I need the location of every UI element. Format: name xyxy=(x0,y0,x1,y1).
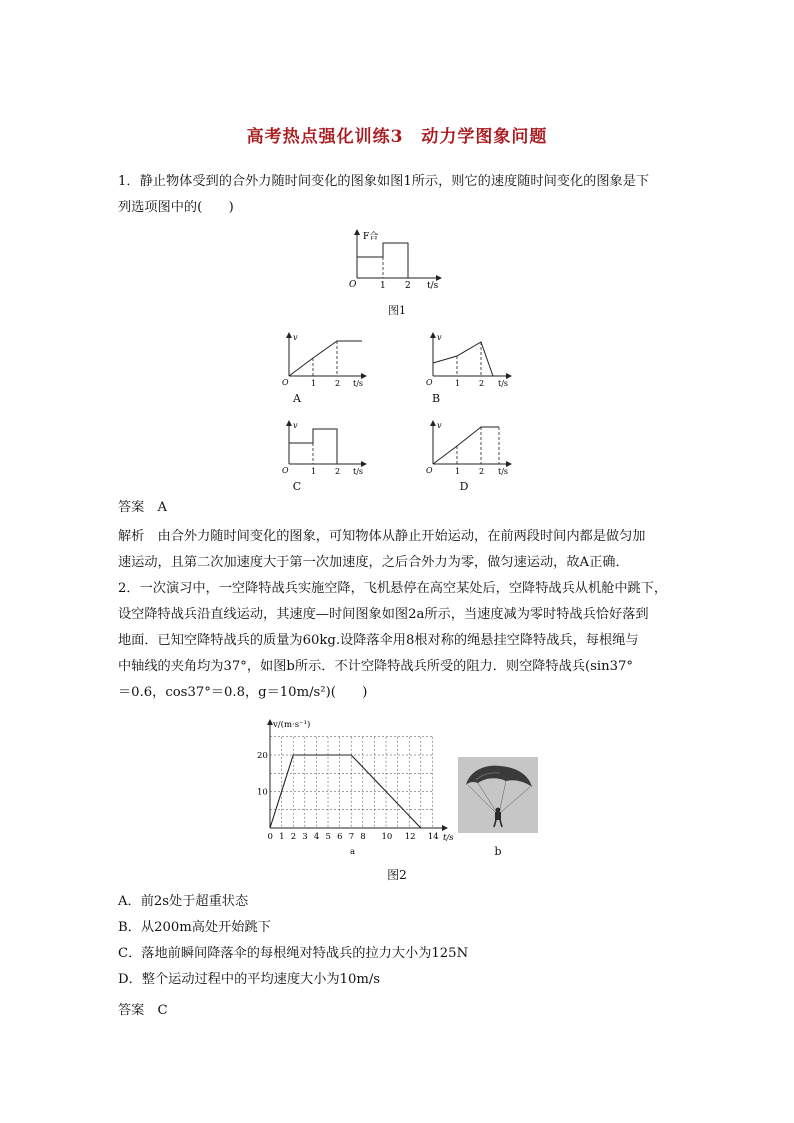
figure-2b-sub-label: b xyxy=(494,845,502,858)
option-b-label: B xyxy=(431,392,441,405)
option-a-axis-y: v xyxy=(293,333,298,342)
option-c-tick-2: 2 xyxy=(335,467,341,476)
option-a-label: A xyxy=(293,392,301,405)
fig1-origin-label: O xyxy=(349,280,357,290)
option-a-graph xyxy=(280,330,370,390)
option-b-axis-y: v xyxy=(437,333,442,342)
option-a-origin: O xyxy=(282,378,289,387)
q2-option-c: C．落地前瞬间降落伞的每根绳对特战兵的拉力大小为125N xyxy=(118,946,469,961)
q2-answer: 答案 C xyxy=(118,1003,168,1018)
option-c-axis-y: v xyxy=(293,421,298,430)
vt-y-tick: 10 xyxy=(257,787,268,798)
option-d-graph xyxy=(425,418,515,478)
vt-y-label: v/(m·s⁻¹) xyxy=(273,720,311,730)
option-d-tick-2: 2 xyxy=(479,467,485,476)
vt-x-tick: 10 xyxy=(381,832,393,842)
option-a-axis-x: t/s xyxy=(353,379,364,388)
option-c-graph xyxy=(280,418,370,478)
fig1-axis-y-label: F合 xyxy=(363,232,379,242)
vt-x-tick: 2 xyxy=(290,832,297,842)
vt-x-label: t/s xyxy=(443,833,454,843)
vt-x-tick: 12 xyxy=(404,832,416,842)
fig1-tick-1: 1 xyxy=(380,281,386,291)
vt-x-tick: 1 xyxy=(279,832,285,842)
q2-text-line5: ＝0.6，cos37°＝0.8，g＝10m/s²)( ) xyxy=(118,685,368,700)
q2-option-d: D．整个运动过程中的平均速度大小为10m/s xyxy=(118,972,381,987)
option-d-axis-y: v xyxy=(437,421,442,430)
q1-analysis-line1: 解析 由合外力随时间变化的图象，可知物体从静止开始运动，在前两段时间内都是做匀加 xyxy=(118,529,646,544)
fig1-axis-x-label: t/s xyxy=(427,281,439,291)
vt-x-tick: 0 xyxy=(267,832,273,842)
figure-2-caption: 图2 xyxy=(387,868,407,882)
page-title: 高考热点强化训练3 动力学图象问题 xyxy=(246,127,548,147)
fig1-tick-2: 2 xyxy=(405,281,411,291)
option-d-label: D xyxy=(459,480,469,493)
vt-y-tick: 20 xyxy=(257,751,268,761)
q1-analysis-line2: 速运动，且第二次加速度大于第一次加速度，之后合外力为零，做匀速运动，故A正确． xyxy=(118,555,629,570)
figure-2a-velocity-chart xyxy=(255,716,460,858)
q1-answer: 答案 A xyxy=(118,500,168,515)
q2-option-a: A．前2s处于超重状态 xyxy=(118,894,249,909)
vt-x-tick: 4 xyxy=(313,832,320,842)
option-b-tick-1: 1 xyxy=(455,379,461,388)
figure-2a-sub-label: a xyxy=(350,847,356,857)
q1-text-line1: 1．静止物体受到的合外力随时间变化的图象如图1所示，则它的速度随时间变化的图象是下 xyxy=(118,174,650,189)
figure-2b-parachute-photo xyxy=(458,757,538,833)
vt-x-tick: 6 xyxy=(337,832,343,842)
option-d-tick-1: 1 xyxy=(455,467,461,476)
option-d-axis-x: t/s xyxy=(498,467,509,476)
option-b-graph xyxy=(425,330,515,390)
option-c-origin: O xyxy=(282,466,289,475)
q2-text-line1: 2．一次演习中，一空降特战兵实施空降，飞机悬停在高空某处后，空降特战兵从机舱中跳下， xyxy=(118,581,668,596)
option-a-tick-2: 2 xyxy=(335,379,341,388)
vt-x-tick: 8 xyxy=(360,832,366,842)
option-c-label: C xyxy=(292,480,302,493)
figure-1-force-graph xyxy=(345,226,445,292)
q2-text-line2: 设空降特战兵沿直线运动，其速度—时间图象如图2a所示，当速度减为零时特战兵恰好落到 xyxy=(118,607,649,622)
option-a-tick-1: 1 xyxy=(311,379,317,388)
vt-x-tick: 7 xyxy=(348,832,355,842)
vt-x-tick: 3 xyxy=(302,832,308,842)
figure-1-caption: 图1 xyxy=(388,304,406,317)
q1-text-line2: 列选项图中的( ) xyxy=(118,200,234,215)
option-b-axis-x: t/s xyxy=(498,379,509,388)
soldier-icon xyxy=(495,812,501,820)
option-c-tick-1: 1 xyxy=(311,467,317,476)
option-d-origin: O xyxy=(426,466,433,475)
q2-text-line3: 地面．已知空降特战兵的质量为60kg.设降落伞用8根对称的绳悬挂空降特战兵，每根绳与 xyxy=(118,633,639,648)
vt-x-tick: 5 xyxy=(325,832,331,842)
vt-x-tick: 14 xyxy=(427,832,439,842)
option-b-tick-2: 2 xyxy=(479,379,485,388)
q2-text-line4: 中轴线的夹角均为37°，如图b所示．不计空降特战兵所受的阻力．则空降特战兵(sin37° xyxy=(118,659,633,674)
q2-option-b: B．从200m高处开始跳下 xyxy=(118,920,271,935)
option-b-origin: O xyxy=(426,378,433,387)
option-c-axis-x: t/s xyxy=(353,467,364,476)
